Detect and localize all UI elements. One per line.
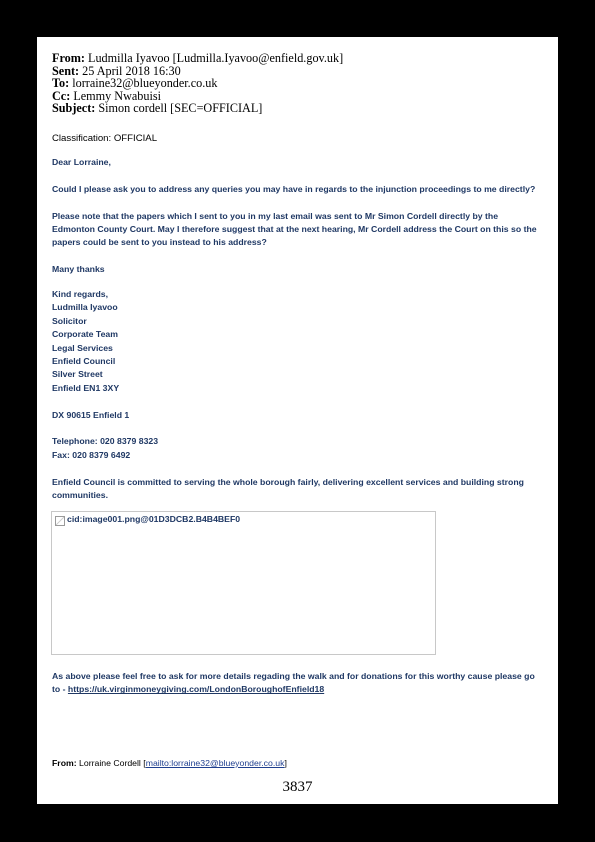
bracket-open: [ <box>143 758 146 768</box>
signature-line: Legal Services <box>52 342 113 353</box>
signature-line: Enfield EN1 3XY <box>52 382 120 393</box>
cc-label: Cc: <box>52 88 71 103</box>
donation-paragraph <box>52 670 542 697</box>
signature-line: Ludmilla Iyavoo <box>52 302 118 313</box>
reply-from-name: Lorraine Cordell <box>79 758 141 768</box>
mailto-link[interactable]: mailto:lorraine32@blueyonder.co.uk <box>145 758 285 768</box>
email-header <box>52 52 343 115</box>
embedded-image-placeholder <box>51 511 436 655</box>
sent-label: Sent: <box>52 63 80 78</box>
donation-text: As above please feel free to ask for more details regading the walk and for donations for this worthy cause please go to - <box>52 671 535 695</box>
to-label: To: <box>52 76 70 91</box>
broken-image-icon <box>55 516 65 526</box>
image-alt-text: cid:image001.png@01D3DCB2.B4B4BEF0 <box>67 514 241 524</box>
bracket-close: ] <box>284 758 287 768</box>
telephone: Telephone: 020 8379 8323 <box>52 436 159 447</box>
header-subject-row <box>52 102 343 115</box>
from-value: Ludmilla Iyavoo [Ludmilla.Iyavoo@enfield.gov.uk] <box>88 51 344 65</box>
paragraph-1: Could I please ask you to address any queries you may have in regards to the injunction proceedings to me directly? <box>52 183 536 194</box>
signature-block <box>52 288 542 395</box>
commitment-statement: Enfield Council is committed to serving the whole borough fairly, delivering excellent services and building strong communities. <box>52 476 524 501</box>
sent-value: 25 April 2018 16:30 <box>82 63 181 78</box>
signature-line: Corporate Team <box>52 329 118 340</box>
document-page <box>37 37 558 804</box>
paragraph-2: Please note that the papers which I sent to you in my last email was sent to Mr Simon Cordell directly by the Edmonton County Court. May I therefore suggest that at the next hearing, Mr Cordell address the Court on this so the papers could be sent to you instead to his address? <box>52 210 537 248</box>
classification: Classification: OFFICIAL <box>52 133 158 144</box>
signature-line: Solicitor <box>52 315 87 326</box>
cc-value: Lemmy Nwabuisi <box>73 88 161 103</box>
reply-from-line <box>52 758 287 768</box>
to-value: lorraine32@blueyonder.co.uk <box>72 76 218 91</box>
signature-line: Silver Street <box>52 369 103 380</box>
thanks: Many thanks <box>52 264 105 275</box>
dx-number: DX 90615 Enfield 1 <box>52 409 130 420</box>
subject-label: Subject: <box>52 101 96 116</box>
reply-from-label: From: <box>52 758 77 768</box>
subject-value: Simon cordell [SEC=OFFICIAL] <box>98 101 263 116</box>
signature-line: Kind regards, <box>52 289 108 299</box>
email-body <box>52 156 542 502</box>
fax: Fax: 020 8379 6492 <box>52 449 131 460</box>
from-label: From: <box>52 51 85 65</box>
signature-line: Enfield Council <box>52 356 116 367</box>
page-number: 3837 <box>282 779 313 795</box>
donation-link[interactable]: https://uk.virginmoneygiving.com/LondonBoroughofEnfield18 <box>67 684 325 695</box>
greeting: Dear Lorraine, <box>52 157 111 167</box>
